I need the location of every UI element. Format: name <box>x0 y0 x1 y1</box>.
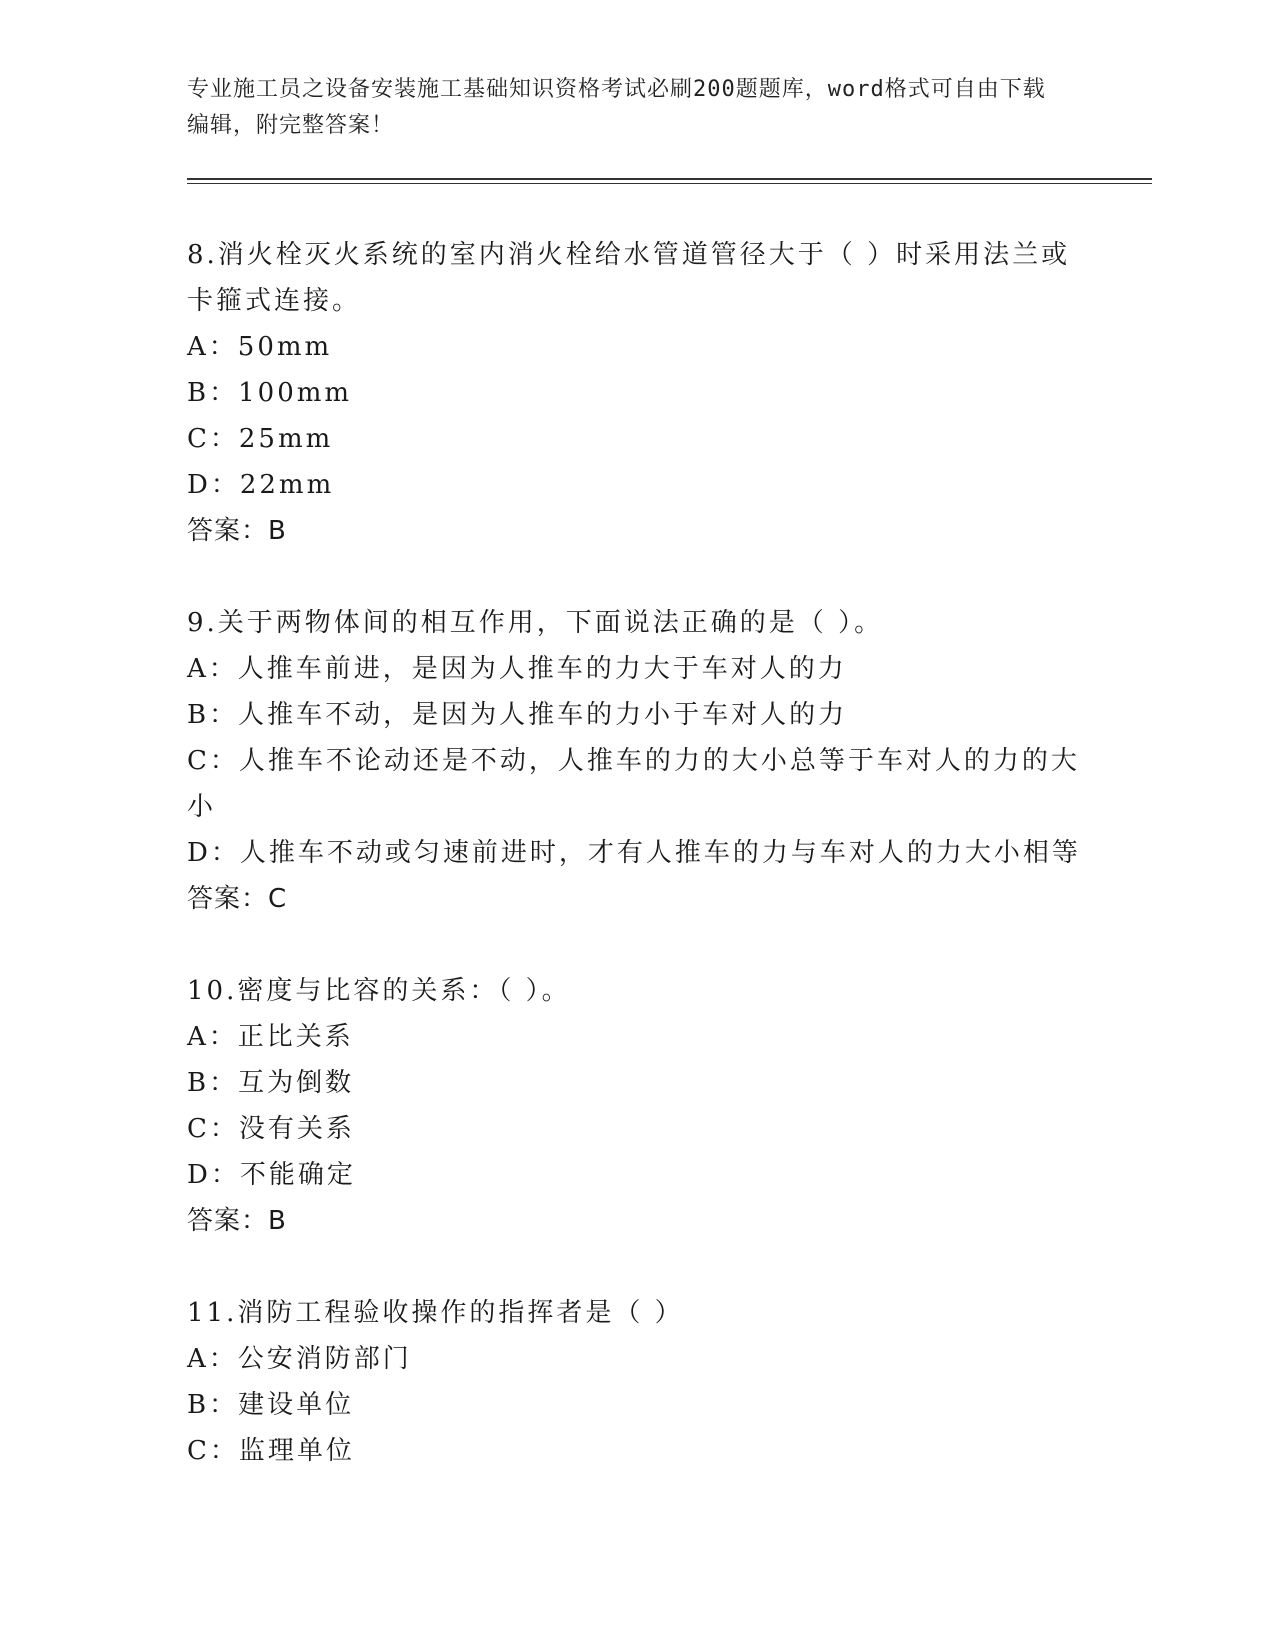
option-b: B：互为倒数 <box>187 1068 355 1098</box>
option-d: D：不能确定 <box>187 1160 356 1190</box>
question-stem: 8.消火栓灭火系统的室内消火栓给水管道管径大于（ ）时采用法兰或卡箍式连接。 <box>187 240 1071 316</box>
header-divider <box>187 178 1152 184</box>
question-list <box>187 232 1087 1520</box>
document-header: 专业施工员之设备安装施工基础知识资格考试必刷200题题库，word格式可自由下载编辑，附完整答案！ <box>187 77 1046 138</box>
option-b: B：100mm <box>187 378 353 408</box>
question-stem: 9.关于两物体间的相互作用，下面说法正确的是（ ）。 <box>187 608 884 638</box>
answer: 答案：B <box>187 1206 287 1236</box>
question-stem: 10.密度与比容的关系：（ ）。 <box>187 976 571 1006</box>
option-c: C：人推车不论动还是不动，人推车的力的大小总等于车对人的力的大小 <box>187 746 1080 822</box>
question-9 <box>187 600 1087 922</box>
option-b: B：人推车不动，是因为人推车的力小于车对人的力 <box>187 700 848 730</box>
option-d: D：22mm <box>187 470 335 500</box>
option-c: C：25mm <box>187 424 334 454</box>
option-a: A：公安消防部门 <box>187 1344 412 1374</box>
option-c: C：没有关系 <box>187 1114 355 1144</box>
question-11 <box>187 1290 1087 1474</box>
question-10 <box>187 968 1087 1244</box>
option-a: A：50mm <box>187 332 333 362</box>
answer: 答案：C <box>187 884 288 914</box>
option-b: B：建设单位 <box>187 1390 355 1420</box>
option-a: A：人推车前进，是因为人推车的力大于车对人的力 <box>187 654 847 684</box>
option-a: A：正比关系 <box>187 1022 354 1052</box>
question-stem: 11.消防工程验收操作的指挥者是（ ） <box>187 1298 684 1328</box>
option-d: D：人推车不动或匀速前进时，才有人推车的力与车对人的力大小相等 <box>187 838 1081 868</box>
option-c: C：监理单位 <box>187 1436 355 1466</box>
question-8 <box>187 232 1087 554</box>
answer: 答案：B <box>187 516 287 546</box>
